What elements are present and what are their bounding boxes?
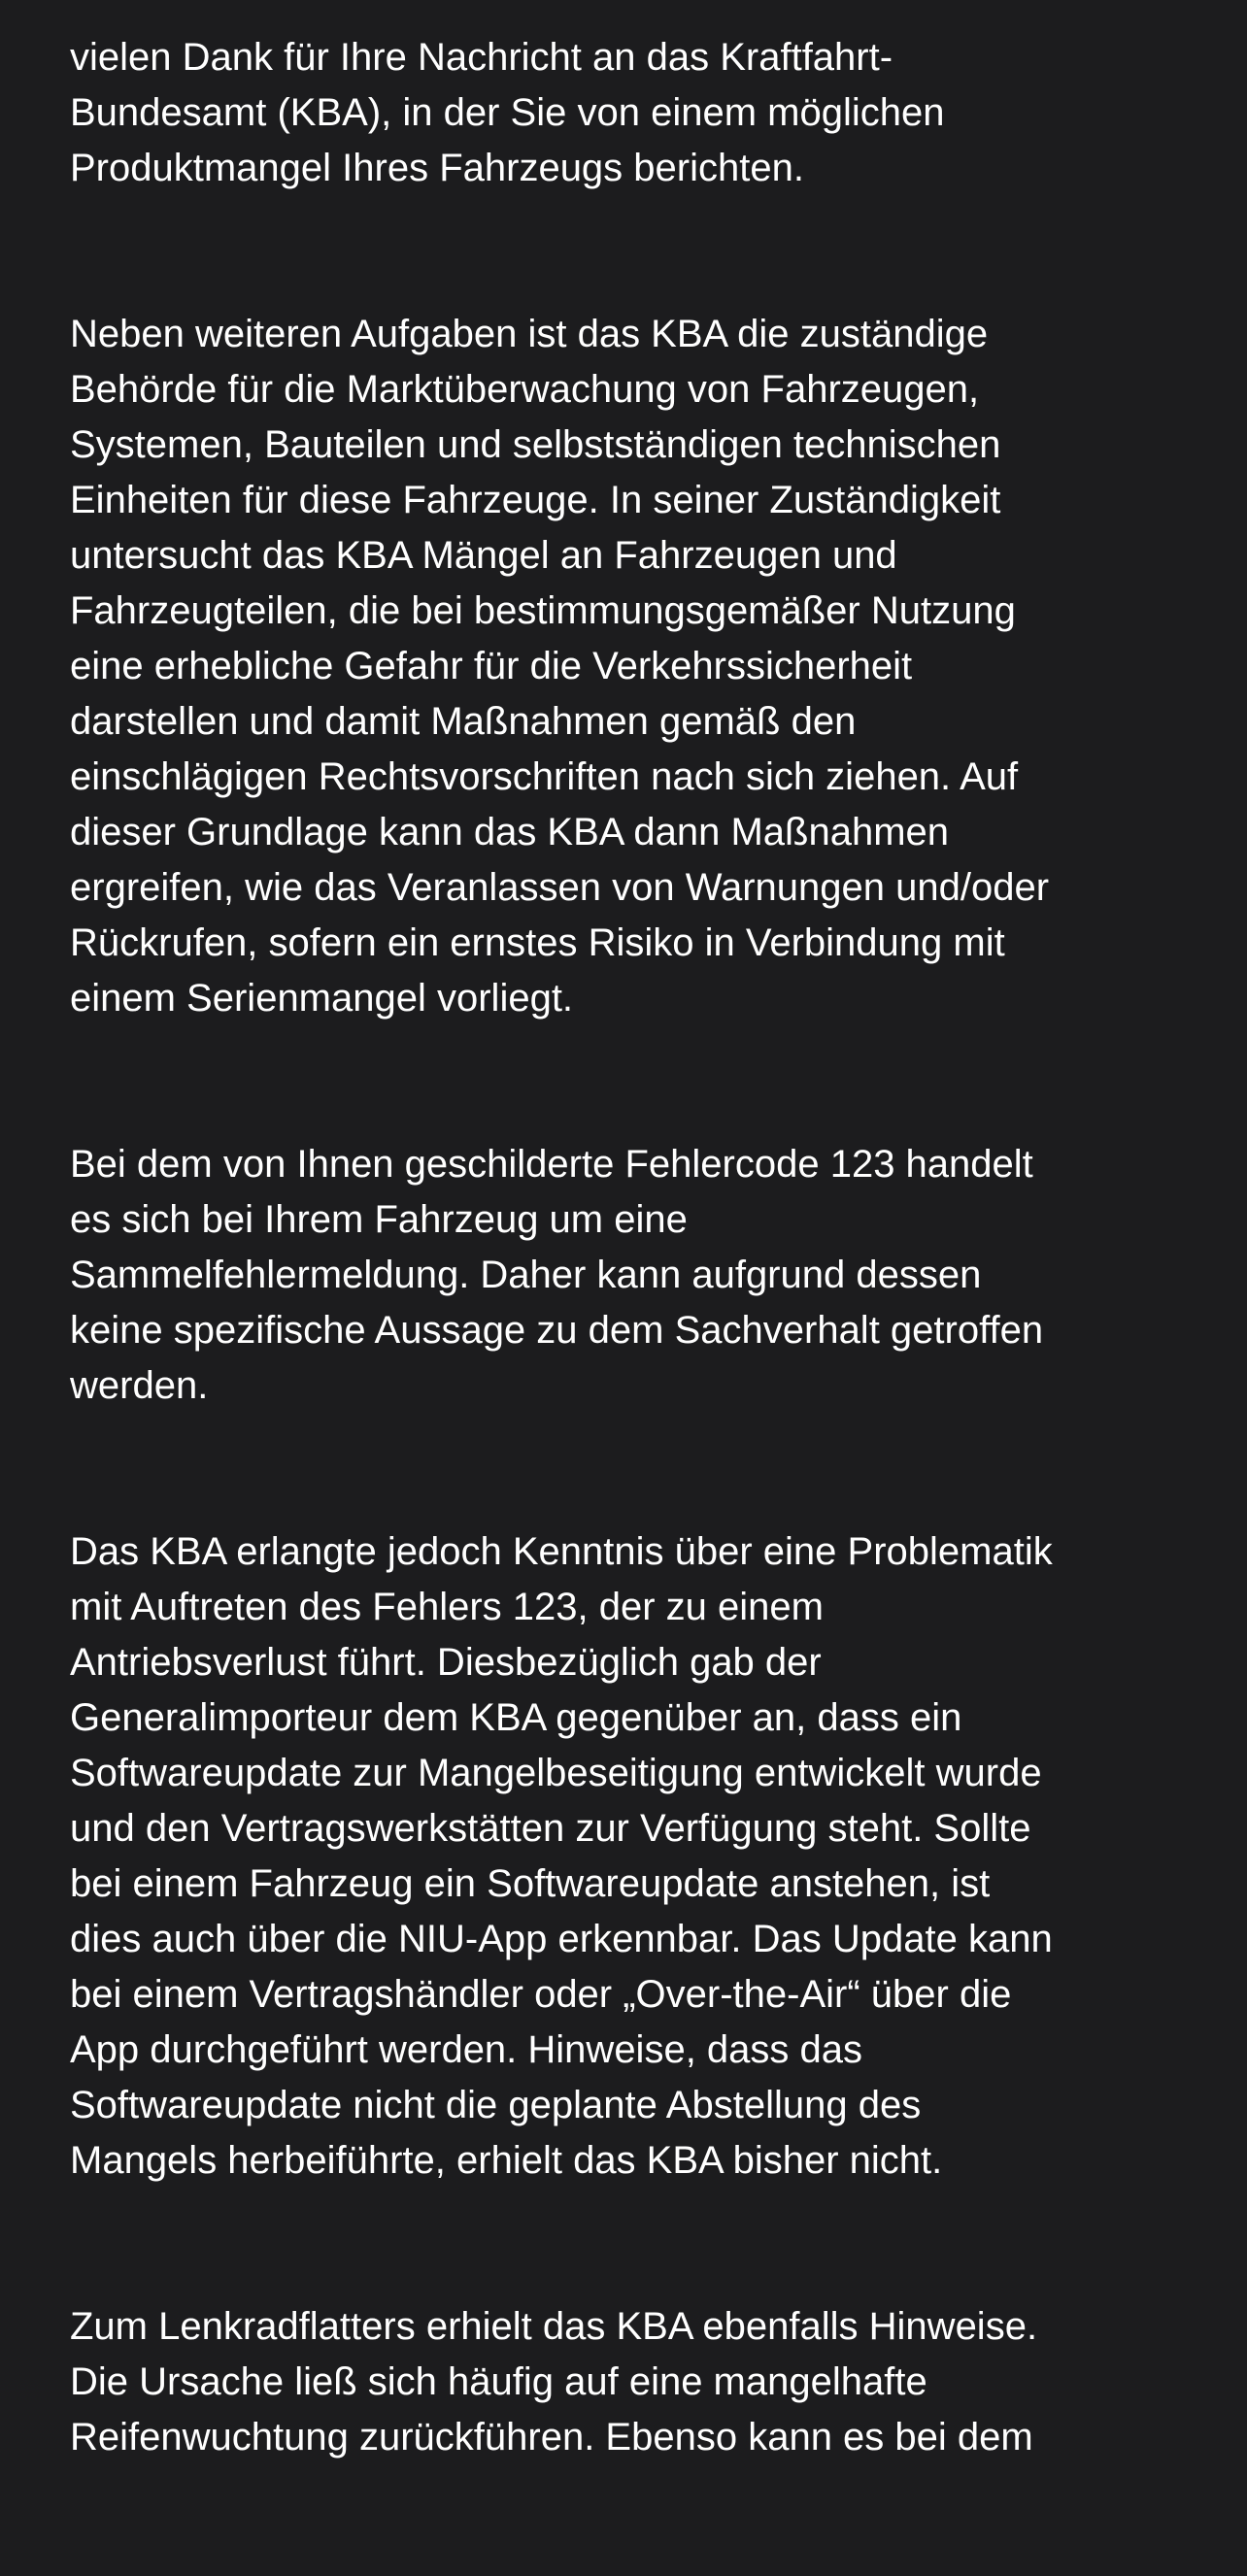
paragraph-steering-flutter: Zum Lenkradflatters erhielt das KBA ebenfalls Hinweise. Die Ursache ließ sich häufig auf eine mangelhafte Reifenwuchtung zurückführen. Ebenso kann es bei dem	[70, 2305, 1038, 2459]
paragraph-kba-responsibilities: Neben weiteren Aufgaben ist das KBA die zuständige Behörde für die Marktüberwachung von Fahrzeugen, Systemen, Bauteilen und selbstständigen technischen Einheiten für diese Fahrzeuge. In seiner Zuständigkeit untersucht das KBA Mängel an Fahrzeugen und Fahrzeugteilen, die bei bestimmungsgemäßer Nutzung eine erhebliche Gefahr für die Verkehrssicherheit darstellen und damit Maßnahmen gemäß den einschlägigen Rechtsvorschriften nach sich ziehen. Auf dieser Grundlage kann das KBA dann Maßnahmen ergreifen, wie das Veranlassen von Warnungen und/oder Rückrufen, sofern ein ernstes Risiko in Verbindung mit einem Serienmangel vorliegt.	[70, 313, 1050, 1020]
paragraph-error-code: Bei dem von Ihnen geschilderte Fehlercode 123 handelt es sich bei Ihrem Fahrzeug um eine Sammelfehlermeldung. Daher kann aufgrund dessen keine spezifische Aussage zu dem Sachverhalt getroffen werden.	[70, 1143, 1044, 1407]
paragraph-thanks: vielen Dank für Ihre Nachricht an das Kraftfahrt- Bundesamt (KBA), in der Sie von einem möglichen Produktmangel Ihres Fahrzeugs berichten.	[70, 36, 945, 189]
paragraph-software-update: Das KBA erlangte jedoch Kenntnis über eine Problematik mit Auftreten des Fehlers 123, der zu einem Antriebsverlust führt. Diesbezüglich gab der Generalimporteur dem KBA gegenüber an, dass ein Softwareupdate zur Mangelbeseitigung entwickelt wurde und den Vertragswerkstätten zur Verfügung steht. Sollte bei einem Fahrzeug ein Softwareupdate anstehen, ist dies auch über die NIU-App erkennbar. Das Update kann bei einem Vertragshändler oder „Over-the-Air“ über die App durchgeführt werden. Hinweise, dass das Softwareupdate nicht die geplante Abstellung des Mangels herbeiführte, erhielt das KBA bisher nicht.	[70, 1530, 1053, 2182]
email-body	[70, 0, 1196, 2576]
